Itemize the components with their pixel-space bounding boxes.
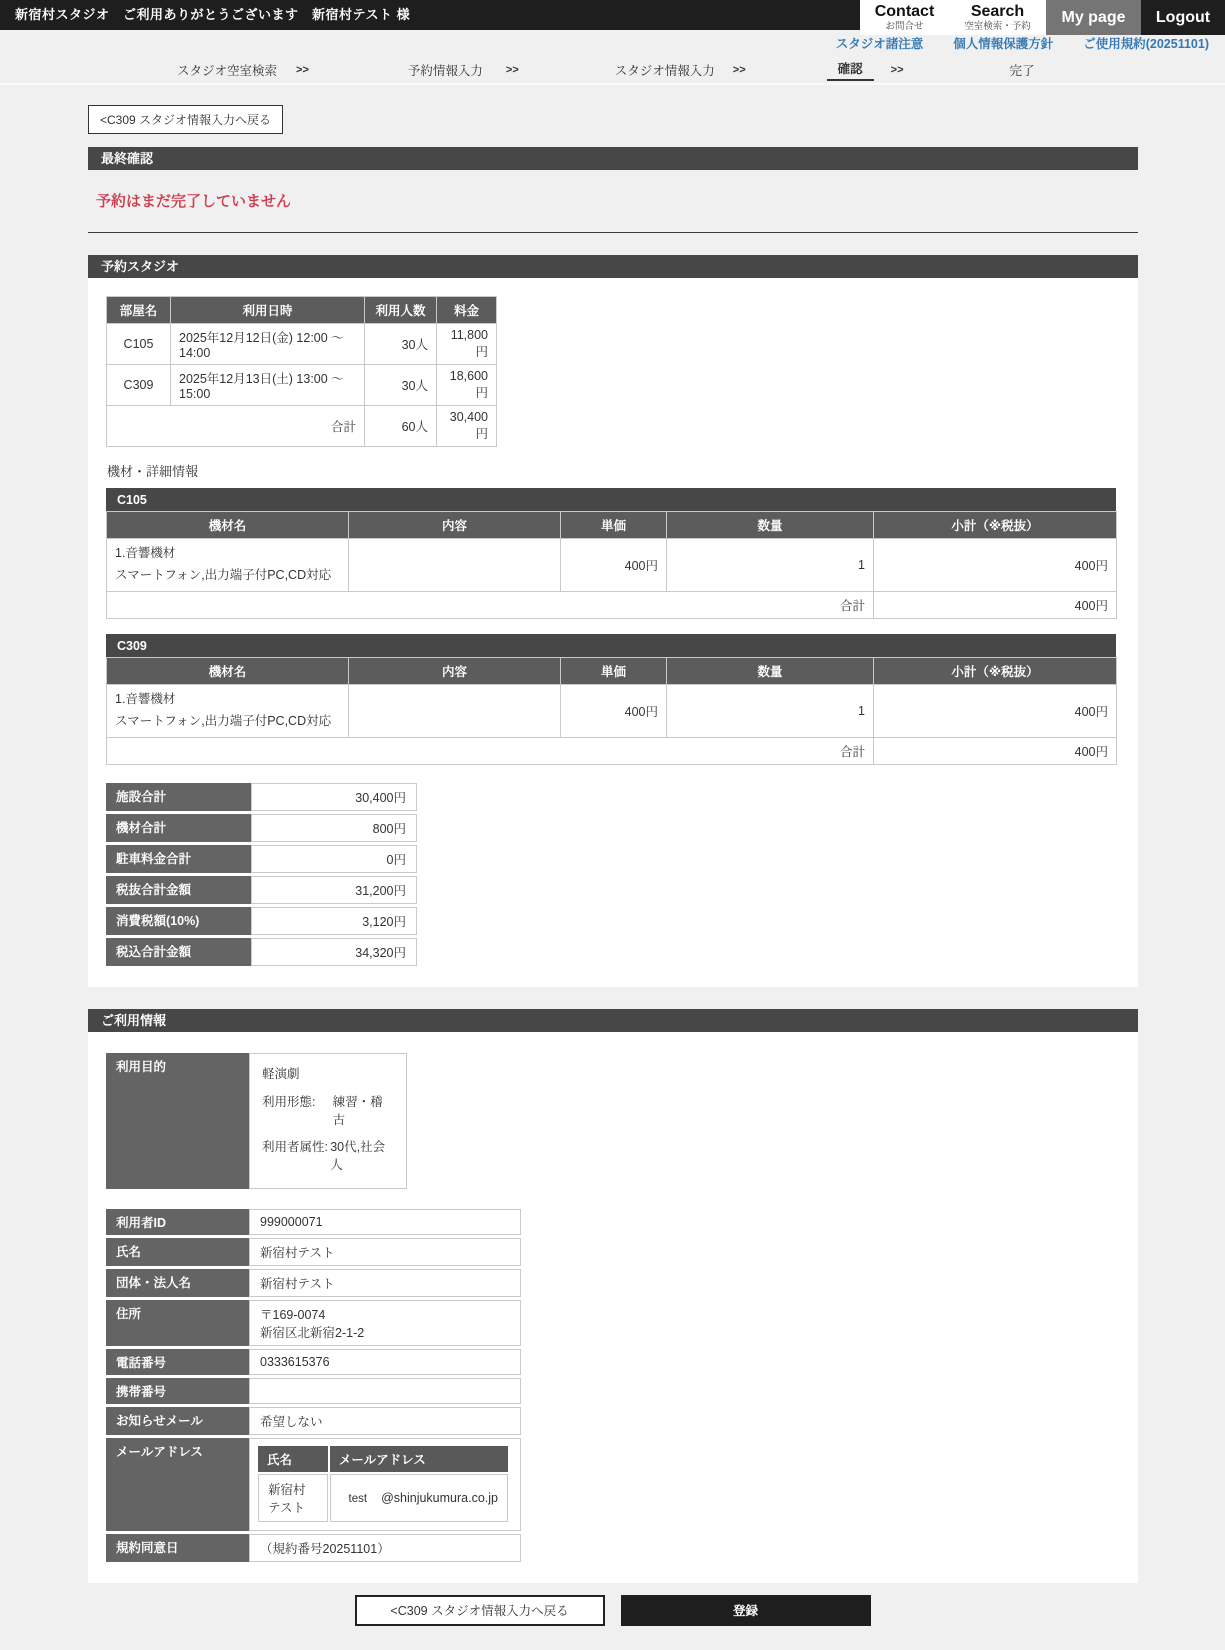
step-reservation-input: 予約情報入力 [407,63,483,78]
col-detail: 内容 [349,657,561,684]
profile-value [249,1378,521,1404]
profile-label: 電話番号 [106,1349,249,1375]
studio-notes-link[interactable]: スタジオ諸注意 [835,37,924,51]
total-price: 30,400円 [437,406,497,447]
studio-table-header-row [107,297,497,324]
equipment-total-label: 合計 [107,591,874,618]
price-totals-table [106,780,417,969]
profile-value: 0333615376 [249,1349,521,1375]
room-name: C309 [107,365,171,406]
equipment-total-value: 400円 [874,591,1117,618]
equipment-name-line1: 1.音響機材 [115,546,176,560]
col-people: 利用人数 [365,297,437,324]
purpose-main: 軽演劇 [262,1066,300,1081]
mypage-label: My page [1061,8,1126,26]
price: 18,600円 [437,365,497,406]
equipment-unit-price: 400円 [561,684,667,737]
profile-label: 氏名 [106,1238,249,1266]
step-studio-input: スタジオ情報入力 [614,63,715,78]
col-quantity: 数量 [667,657,874,684]
profile-value: 999000071 [249,1209,521,1235]
main-content [88,85,1138,1583]
profile-row-address [106,1300,521,1346]
equipment-table-c105 [106,511,1117,619]
total-label: 駐車料金合計 [106,845,251,873]
logout-button[interactable] [1141,0,1225,35]
final-confirm-section-header: 最終確認 [88,147,1138,170]
equipment-row [107,539,1117,592]
purpose-val: 30代,社会人 [330,1139,386,1172]
address-line2: 新宿区北新宿2-1-2 [260,1325,365,1340]
purpose-key: 利用者属性: [262,1139,328,1154]
register-button[interactable]: 登録 [621,1595,871,1626]
equipment-name [107,539,349,592]
search-label: Search [970,2,1025,20]
col-price: 料金 [437,297,497,324]
bottom-actions [0,1595,1225,1626]
purpose-value [249,1053,407,1189]
step-search: スタジオ空室検索 [177,63,278,78]
top-header-bar [0,0,1225,30]
purpose-user-attribute [262,1137,394,1173]
total-value: 3,120円 [251,907,417,935]
step-separator: >> [890,63,904,76]
equipment-quantity: 1 [667,539,874,592]
studio-row-c105 [107,324,497,365]
profile-email-cell [249,1438,521,1531]
user-profile-table [106,1206,521,1565]
equipment-name-line2: スマートフォン,出力端子付PC,CD対応 [115,713,332,728]
equipment-total-row [107,591,1117,618]
equipment-total-row [107,737,1117,764]
total-people: 60人 [365,406,437,447]
total-value: 31,200円 [251,876,417,904]
site-title: 新宿村スタジオ ご利用ありがとうございます 新宿村テスト 様 [15,7,411,22]
total-label: 合計 [107,406,365,447]
col-use-datetime: 利用日時 [171,297,365,324]
equipment-detail [349,539,561,592]
use-datetime: 2025年12月13日(土) 13:00 ～ 15:00 [171,365,365,406]
total-label: 機材合計 [106,814,251,842]
col-detail: 内容 [349,512,561,539]
equipment-subtotal: 400円 [874,684,1117,737]
email-domain-part: @shinjukumura.co.jp [381,1490,498,1505]
email-local-part: test [348,1492,368,1505]
usage-purpose-table [106,1050,407,1192]
col-quantity: 数量 [667,512,874,539]
total-label: 施設合計 [106,783,251,811]
total-value: 34,320円 [251,938,417,966]
equipment-table-c309 [106,657,1117,765]
purpose-usage-type [262,1092,394,1128]
col-unit-price: 単価 [561,512,667,539]
address-line1: 〒169-0074 [260,1307,326,1322]
email-owner-name: 新宿村テスト [258,1474,328,1522]
email-address-table [256,1444,510,1524]
total-value: 30,400円 [251,783,417,811]
room-name: C105 [107,324,171,365]
equipment-block-c105 [106,488,1116,619]
email-address [330,1474,508,1522]
equipment-name-line2: スマートフォン,出力端子付PC,CD対応 [115,567,332,582]
total-row-equipment [106,814,417,842]
total-row-parking [106,845,417,873]
terms-of-use-link[interactable]: ご使用規約(20251101) [1083,37,1209,51]
total-row-tax [106,907,417,935]
profile-row-user-id [106,1209,521,1235]
step-separator: >> [296,63,309,76]
profile-row-terms-date [106,1534,521,1562]
contact-label: Contact [874,2,935,20]
reservation-section-header: 予約スタジオ [88,255,1138,278]
step-separator: >> [732,63,746,76]
studio-row-c309 [107,365,497,406]
equipment-detail [349,684,561,737]
privacy-policy-link[interactable]: 個人情報保護方針 [953,37,1054,51]
purpose-val: 練習・稽古 [332,1094,383,1127]
profile-label: 携帯番号 [106,1378,249,1404]
total-label: 消費税額(10%) [106,907,251,935]
equipment-header-row [107,512,1117,539]
profile-value [249,1300,521,1346]
total-row-facility [106,783,417,811]
price: 11,800円 [437,324,497,365]
search-sublabel: 空室検索・予約 [964,20,1031,32]
step-confirm-active: 確認 [827,58,874,81]
profile-label: お知らせメール [106,1407,249,1435]
profile-label: メールアドレス [106,1438,249,1531]
profile-value: 新宿村テスト [249,1238,521,1266]
profile-value: 希望しない [249,1407,521,1435]
profile-row-org [106,1269,521,1297]
contact-button[interactable] [860,0,949,35]
progress-steps [0,56,1225,85]
equipment-total-label: 合計 [107,737,874,764]
total-row-taxed [106,938,417,966]
logout-label: Logout [1155,8,1211,26]
usage-info-panel [88,1009,1138,1583]
studio-total-row [107,406,497,447]
profile-label: 利用者ID [106,1209,249,1235]
profile-row-name [106,1238,521,1266]
use-datetime: 2025年12月12日(金) 12:00 ～ 14:00 [171,324,365,365]
equipment-name [107,684,349,737]
profile-row-mobile [106,1378,521,1404]
col-email-address: メールアドレス [330,1446,508,1472]
total-label: 税抜合計金額 [106,876,251,904]
contact-sublabel: お問合せ [885,20,924,32]
equipment-unit-price: 400円 [561,539,667,592]
email-header-row [258,1446,508,1472]
profile-label: 団体・法人名 [106,1269,249,1297]
equipment-room-header: C105 [106,488,1116,511]
step-complete: 完了 [1009,63,1035,78]
total-value: 0円 [251,845,417,873]
profile-value: （規約番号20251101） [249,1534,521,1562]
col-email-owner-name: 氏名 [258,1446,328,1472]
col-subtotal: 小計（※税抜） [874,512,1117,539]
studio-reservation-table [106,296,497,447]
purpose-row [106,1053,407,1189]
total-row-pretax [106,876,417,904]
back-to-studio-input-button-top[interactable]: <C309 スタジオ情報入力へ戻る [88,105,283,134]
total-label: 税込合計金額 [106,938,251,966]
equipment-room-header: C309 [106,634,1116,657]
top-navigation [860,0,1225,35]
profile-row-notify-mail [106,1407,521,1435]
people-count: 30人 [365,365,437,406]
profile-row-email [106,1438,521,1531]
mypage-button[interactable] [1046,0,1141,35]
col-equipment-name: 機材名 [107,657,349,684]
col-equipment-name: 機材名 [107,512,349,539]
not-completed-warning: 予約はまだ完了していません [96,193,292,210]
col-unit-price: 単価 [561,657,667,684]
reservation-panel [88,255,1138,987]
profile-value: 新宿村テスト [249,1269,521,1297]
profile-label: 規約同意日 [106,1534,249,1562]
step-separator: >> [505,63,519,76]
col-subtotal: 小計（※税抜） [874,657,1117,684]
equipment-total-value: 400円 [874,737,1117,764]
equipment-row [107,684,1117,737]
equipment-block-c309 [106,634,1116,765]
equipment-detail-title: 機材・詳細情報 [107,464,199,479]
divider-line [88,232,1138,233]
purpose-key: 利用形態: [262,1094,316,1109]
people-count: 30人 [365,324,437,365]
email-data-row [258,1474,508,1522]
profile-label: 住所 [106,1300,249,1346]
col-room-name: 部屋名 [107,297,171,324]
usage-info-section-header: ご利用情報 [88,1009,1138,1032]
total-value: 800円 [251,814,417,842]
equipment-subtotal: 400円 [874,539,1117,592]
equipment-quantity: 1 [667,684,874,737]
search-button[interactable] [949,0,1046,35]
profile-row-phone [106,1349,521,1375]
purpose-label: 利用目的 [106,1053,249,1189]
equipment-header-row [107,657,1117,684]
back-to-studio-input-button-bottom[interactable]: <C309 スタジオ情報入力へ戻る [355,1595,605,1626]
equipment-name-line1: 1.音響機材 [115,691,176,706]
